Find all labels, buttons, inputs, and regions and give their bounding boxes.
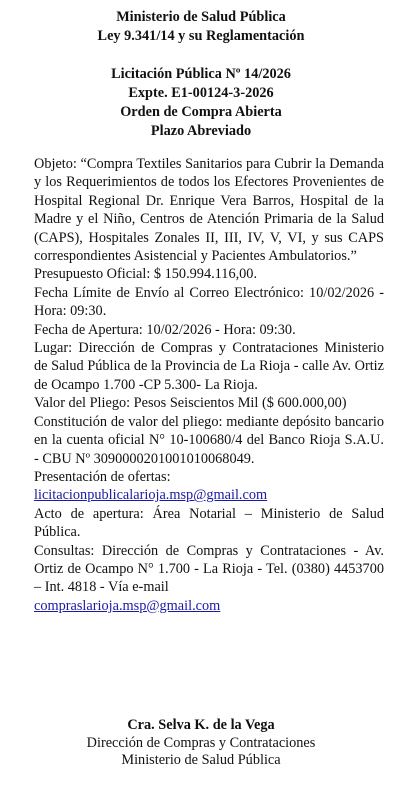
presentacion-label: Presentación de ofertas: — [34, 468, 171, 485]
constitucion-paragraph: Constitución de valor del pliego: mediante depósito bancario en la cuenta oficial N° 10-100680/4 del Banco Rioja S.A.U. - CBU Nº 3090000201001010068049. — [34, 413, 384, 467]
acto-apertura-line: Acto de apertura: Área Notarial – Ministerio de Salud Pública. — [34, 505, 384, 541]
objeto-paragraph: Objeto: “Compra Textiles Sanitarios para Cubrir la Demanda y los Requerimientos de todos los Efectores Provenientes de Hospital Regional Dr. Enrique Vera Barros, Hospital de la Madre y el Niño, Centros de Atención Primaria de la Salud (CAPS), Hospitales Zonales II, III, IV, V, VI, y sus CAPS correspondientes Asistencial y Pacientes Ambulatorios.” — [34, 156, 384, 265]
valor-pliego-line: Valor del Pliego: Pesos Seiscientos Mil ($ 600.000,00) — [34, 395, 347, 412]
notice-body — [34, 155, 384, 615]
presentacion-email-link[interactable]: licitacionpublicalarioja.msp@gmail.com — [34, 487, 268, 504]
presupuesto-line: Presupuesto Oficial: $ 150.994.116,00. — [34, 266, 258, 283]
fecha-apertura-line: Fecha de Apertura: 10/02/2026 - Hora: 09:30. — [34, 321, 296, 338]
fecha-limite-line: Fecha Límite de Envío al Correo Electrónico: 10/02/2026 - Hora: 09:30. — [34, 284, 384, 320]
signatory-name: Cra. Selva K. de la Vega — [127, 717, 275, 733]
file-number: Expte. E1-00124-3-2026 — [128, 85, 274, 101]
consultas-email-link[interactable]: compraslarioja.msp@gmail.com — [34, 597, 221, 614]
lugar-paragraph: Lugar: Dirección de Compras y Contrataciones Ministerio de Salud Pública de la Provincia de La Rioja - calle Av. Ortiz de Ocampo 1.700 -CP 5.300- La Rioja. — [34, 340, 384, 393]
notice-header — [0, 8, 402, 141]
tender-number: Licitación Pública Nº 14/2026 — [111, 66, 291, 82]
signature-block — [0, 717, 402, 770]
law-reference: Ley 9.341/14 y su Reglamentación — [97, 28, 305, 44]
signatory-ministry: Ministerio de Salud Pública — [121, 752, 281, 768]
term-type: Plazo Abreviado — [150, 123, 252, 139]
order-type: Orden de Compra Abierta — [120, 104, 282, 120]
consultas-paragraph: Consultas: Dirección de Compras y Contrataciones - Av. Ortiz de Ocampo N° 1.700 - La Rioja - Tel. (0380) 4453700 – Int. 4818 - Vía e-mail — [34, 542, 384, 596]
ministry-title: Ministerio de Salud Pública — [116, 9, 286, 25]
signatory-office: Dirección de Compras y Contrataciones — [86, 734, 316, 751]
